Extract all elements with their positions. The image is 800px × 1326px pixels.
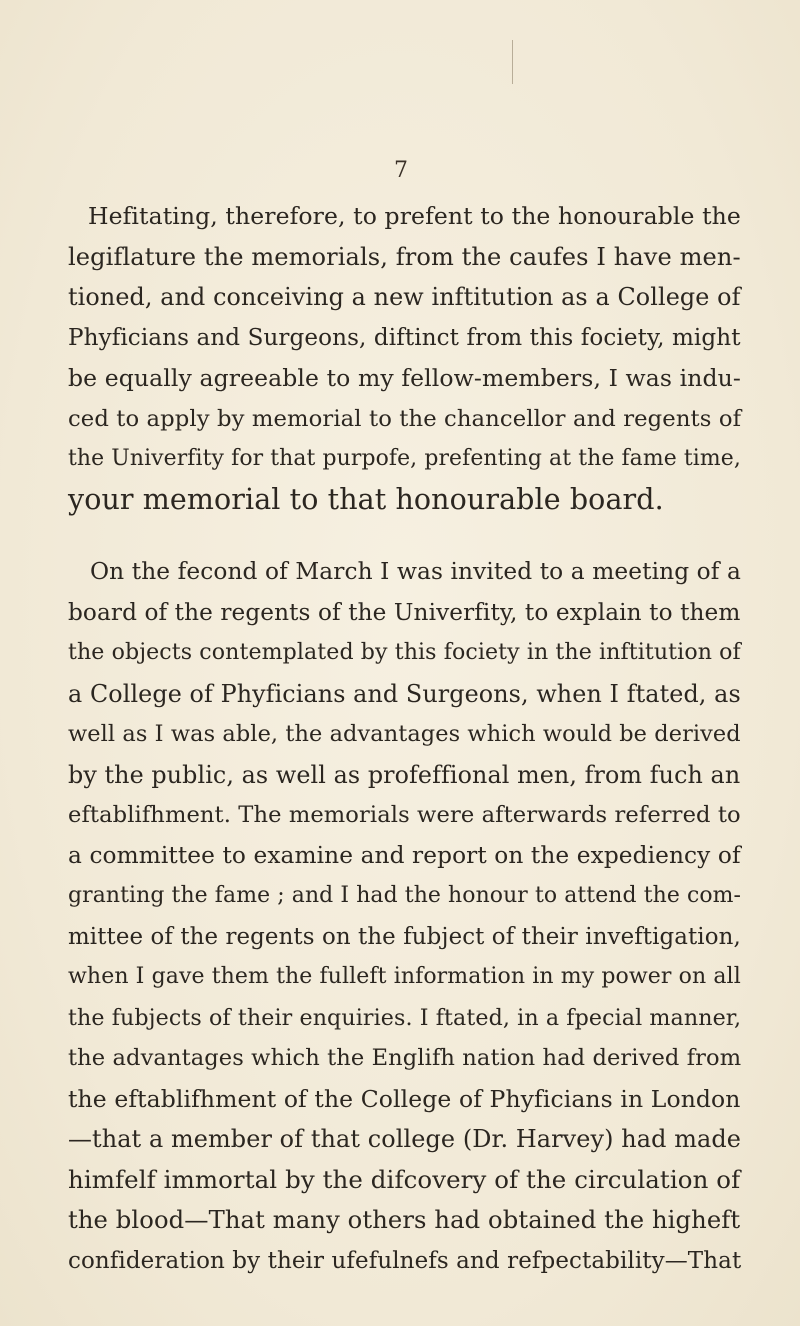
text-line: Hefitating, therefore, to prefent to the honourable the — [88, 202, 741, 230]
text-line: On the fecond of March I was invited to a meeting of a — [90, 558, 741, 585]
text-line: the advantages which the Englifh nation had derived from — [68, 1045, 742, 1071]
text-line: eftablifhment. The memorials were afterwards referred to — [68, 802, 741, 828]
text-line: a College of Phyficians and Surgeons, when I ftated, as — [68, 679, 741, 708]
text-line: mittee of the regents on the fubject of their inveftigation, — [68, 923, 741, 950]
text-line: the Univerfity for that purpofe, prefenting at the fame time, — [68, 446, 741, 471]
text-line: the fubjects of their enquiries. I ftated, in a fpecial manner, — [68, 1004, 742, 1031]
text-line: board of the regents of the Univerfity, to explain to them — [68, 598, 741, 626]
text-line: well as I was able, the advantages which would be derived — [68, 721, 741, 747]
text-line: your memorial to that honourable board. — [68, 482, 664, 516]
scan-mark — [512, 40, 513, 84]
text-line: —that a member of that college (Dr. Harvey) had made — [68, 1125, 741, 1153]
text-line: the objects contemplated by this fociety in the inftitution of — [68, 640, 741, 665]
text-line: the blood—That many others had obtained the higheft — [68, 1205, 741, 1234]
text-line: himfelf immortal by the difcovery of the circulation of — [68, 1164, 741, 1194]
text-line: the eftablifhment of the College of Phyficians in London — [68, 1084, 741, 1113]
text-line: confideration by their ufefulnefs and refpectability—That — [68, 1247, 742, 1274]
page-number: 7 — [394, 158, 408, 183]
text-line: a committee to examine and report on the expediency of — [68, 841, 741, 869]
text-line: legiflature the memorials, from the caufes I have men- — [68, 242, 741, 271]
text-line: granting the fame ; and I had the honour to attend the com- — [68, 883, 742, 908]
text-line: ced to apply by memorial to the chancellor and regents of — [68, 405, 742, 432]
text-line: be equally agreeable to my fellow-members, I was indu- — [68, 364, 741, 392]
text-line: when I gave them the fulleft information in my power on all — [68, 964, 741, 989]
text-line: tioned, and conceiving a new inftitution as a College of — [68, 283, 741, 311]
text-line: by the public, as well as profeffional men, from fuch an — [68, 760, 741, 789]
text-line: Phyficians and Surgeons, diftinct from this fociety, might — [68, 324, 741, 351]
